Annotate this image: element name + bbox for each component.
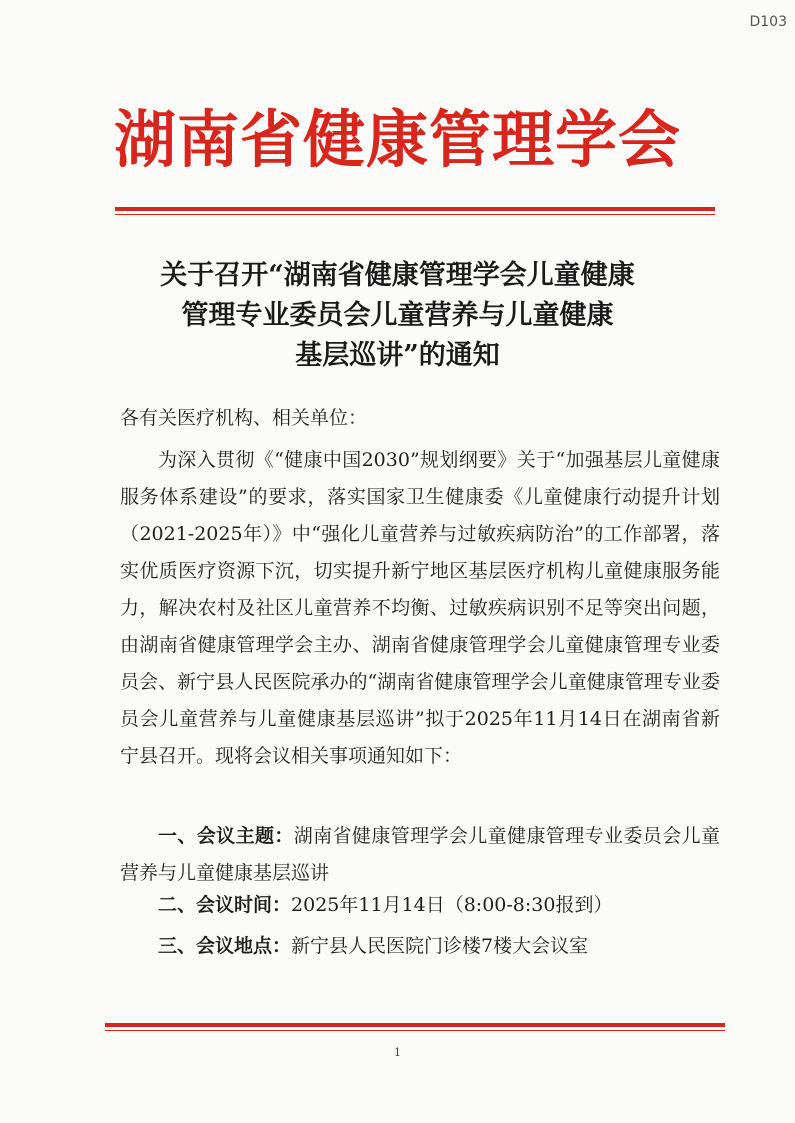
page-number: 1 (394, 1046, 401, 1059)
document-code: D103 (749, 14, 787, 30)
addressee: 各有关医疗机构、相关单位： (120, 407, 368, 429)
title-line-3: 基层巡讲”的通知 (295, 340, 500, 371)
section-theme-label: 一、会议主题： (158, 825, 294, 847)
title-line-2: 管理专业委员会儿童营养与儿童健康 (181, 300, 614, 331)
section-theme (120, 818, 720, 892)
title-line-1: 关于召开“湖南省健康管理学会儿童健康 (160, 260, 635, 291)
section-theme-text: 湖南省健康管理学会儿童健康管理专业委员会儿童营养与儿童健康基层巡讲 (120, 825, 720, 884)
section-time (120, 887, 720, 924)
section-venue-label: 三、会议地点： (158, 935, 292, 957)
document-title (0, 256, 795, 376)
header-divider (115, 207, 715, 215)
organization-header: 湖南省健康管理学会 (113, 103, 681, 176)
section-venue-text: 新宁县人民医院门诊楼7楼大会议室 (291, 935, 589, 957)
intro-paragraph: 为深入贯彻《“健康中国2030”规划纲要》关于“加强基层儿童健康服务体系建设”的要求，落实国家卫生健康委《儿童健康行动提升计划（2021-2025年）》中“强化儿童营养与过敏疾病防治”的工作部署，落实优质医疗资源下沉，切实提升新宁地区基层医疗机构儿童健康服务能力，解决农村及社区儿童营养不均衡、过敏疾病识别不足等突出问题，由湖南省健康管理学会主办、湖南省健康管理学会儿童健康管理专业委员会、新宁县人民医院承办的“湖南省健康管理学会儿童健康管理专业委员会儿童营养与儿童健康基层巡讲”拟于2025年11月14日在湖南省新宁县召开。现将会议相关事项通知如下： (120, 449, 720, 767)
section-time-text: 2025年11月14日（8:00-8:30报到） (291, 894, 613, 916)
footer-divider (105, 1023, 725, 1031)
section-time-label: 二、会议时间： (158, 894, 292, 916)
section-venue (120, 928, 720, 965)
